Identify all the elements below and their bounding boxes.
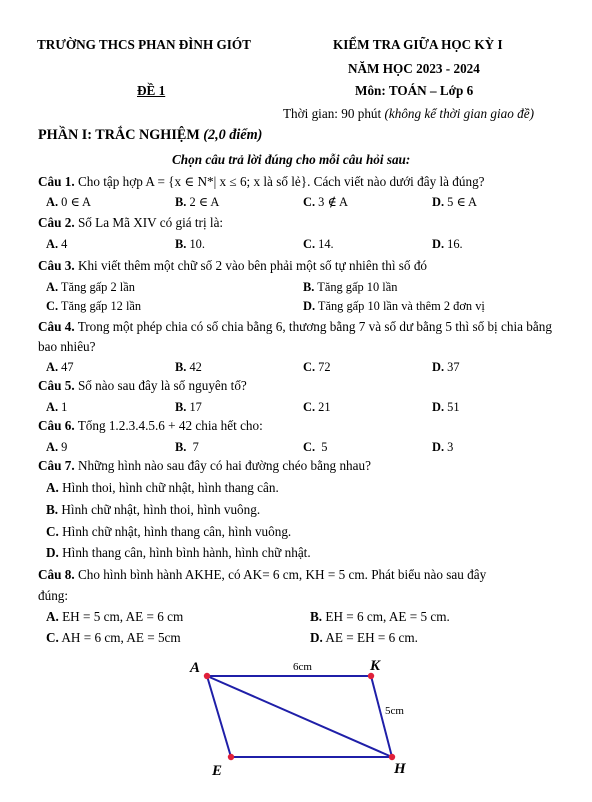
vertex-a-point [204,673,210,679]
question-label: Câu 6. [38,418,75,433]
side-ea [207,676,231,757]
option: B. 42 [175,360,202,374]
option: D. 37 [432,360,460,374]
option: A. 0 ∈ A [46,195,91,209]
subject: Môn: TOÁN – Lớp 6 [355,83,474,98]
option: C. Hình chữ nhật, hình thang cân, hình vuông. [46,524,292,539]
option: A. 9 [46,440,68,454]
question-text: Số La Mã XIV có giá trị là: [77,215,224,230]
instruction: Chọn câu trả lời đúng cho mỗi câu hỏi sau: [172,152,411,167]
question-8-continued: đúng: [38,588,69,603]
option: D. Hình thang cân, hình bình hành, hình chữ nhật. [46,545,311,560]
exam-title: KIỂM TRA GIỮA HỌC KỲ I [333,37,503,52]
option: D. 5 ∈ A [432,195,477,209]
option: D. AE = EH = 6 cm. [310,630,418,645]
question-text: Số nào sau đây là số nguyên tố? [77,378,247,393]
question-label: Câu 8. [38,567,75,582]
question-label: Câu 5. [38,378,75,393]
option: A. 47 [46,360,74,374]
part-title-text: PHẦN I: TRẮC NGHIỆM [38,127,200,143]
option: C. 3 ∉ A [303,195,348,209]
part-points: (2,0 điểm) [203,127,263,143]
exam-code: ĐỀ 1 [137,83,166,98]
option: C. 5 [303,440,328,454]
option: B. EH = 6 cm, AE = 5 cm. [310,609,450,624]
option: C. 72 [303,360,331,374]
option: C. Tăng gấp 12 lần [46,299,142,313]
vertex-e-label: E [212,763,223,779]
question-text: Những hình nào sau đây có hai đường chéo bằng nhau? [77,458,371,473]
question-label: Câu 4. [38,319,75,334]
question-text: Trong một phép chia có số chia bằng 6, thương bằng 7 và số dư bằng 5 thì số bị chia bằng [77,319,552,334]
question-4-continued: bao nhiêu? [38,339,96,354]
option: A. Hình thoi, hình chữ nhật, hình thang cân. [46,480,279,495]
option: C. AH = 6 cm, AE = 5cm [46,630,181,645]
time-label: Thời gian: [283,106,338,121]
option: C. 14. [303,237,334,251]
option: B. 2 ∈ A [175,195,220,209]
option: B. Tăng gấp 10 lần [303,280,398,294]
side-top-label: 6cm [293,661,312,673]
option: D. 3 [432,440,454,454]
diagonal-ah [207,676,392,757]
question-text: Tổng 1.2.3.4.5.6 + 42 chia hết cho: [77,418,263,433]
option: A. 4 [46,237,68,251]
vertex-h-point [389,754,395,760]
option: D. 16. [432,237,463,251]
option: B. Hình chữ nhật, hình thoi, hình vuông. [46,502,261,517]
vertex-h-label: H [394,761,406,777]
question-label: Câu 1. [38,174,75,189]
question-label: Câu 2. [38,215,75,230]
option: B. 17 [175,400,202,414]
question-text: Khi viết thêm một chữ số 2 vào bên phải một số tự nhiên thì số đó [77,258,428,273]
school-year: NĂM HỌC 2023 - 2024 [348,61,480,76]
question-label: Câu 3. [38,258,75,273]
question-text: Cho hình bình hành AKHE, có AK= 6 cm, KH = 5 cm. Phát biểu nào sau đây [77,567,487,582]
question-text: Cho tập hợp A = {x ∈ N*| x ≤ 6; x là số lẻ}. Cách viết nào dưới đây là đúng? [77,174,485,189]
vertex-k-label: K [370,658,381,674]
time-value: 90 phút [341,106,382,121]
option: A. 1 [46,400,68,414]
side-right-label: 5cm [385,705,404,717]
option: A. EH = 5 cm, AE = 6 cm [46,609,184,624]
time-note: (không kể thời gian giao đề) [384,106,534,121]
vertex-e-point [228,754,234,760]
option: D. Tăng gấp 10 lần và thêm 2 đơn vị [303,299,485,313]
question-label: Câu 7. [38,458,75,473]
school-name: TRƯỜNG THCS PHAN ĐÌNH GIÓT [37,37,251,52]
option: D. 51 [432,400,460,414]
option: A. Tăng gấp 2 lần [46,280,135,294]
option: C. 21 [303,400,331,414]
option: B. 10. [175,237,205,251]
vertex-a-label: A [190,660,201,676]
option: B. 7 [175,440,199,454]
figure-lines [207,676,392,757]
